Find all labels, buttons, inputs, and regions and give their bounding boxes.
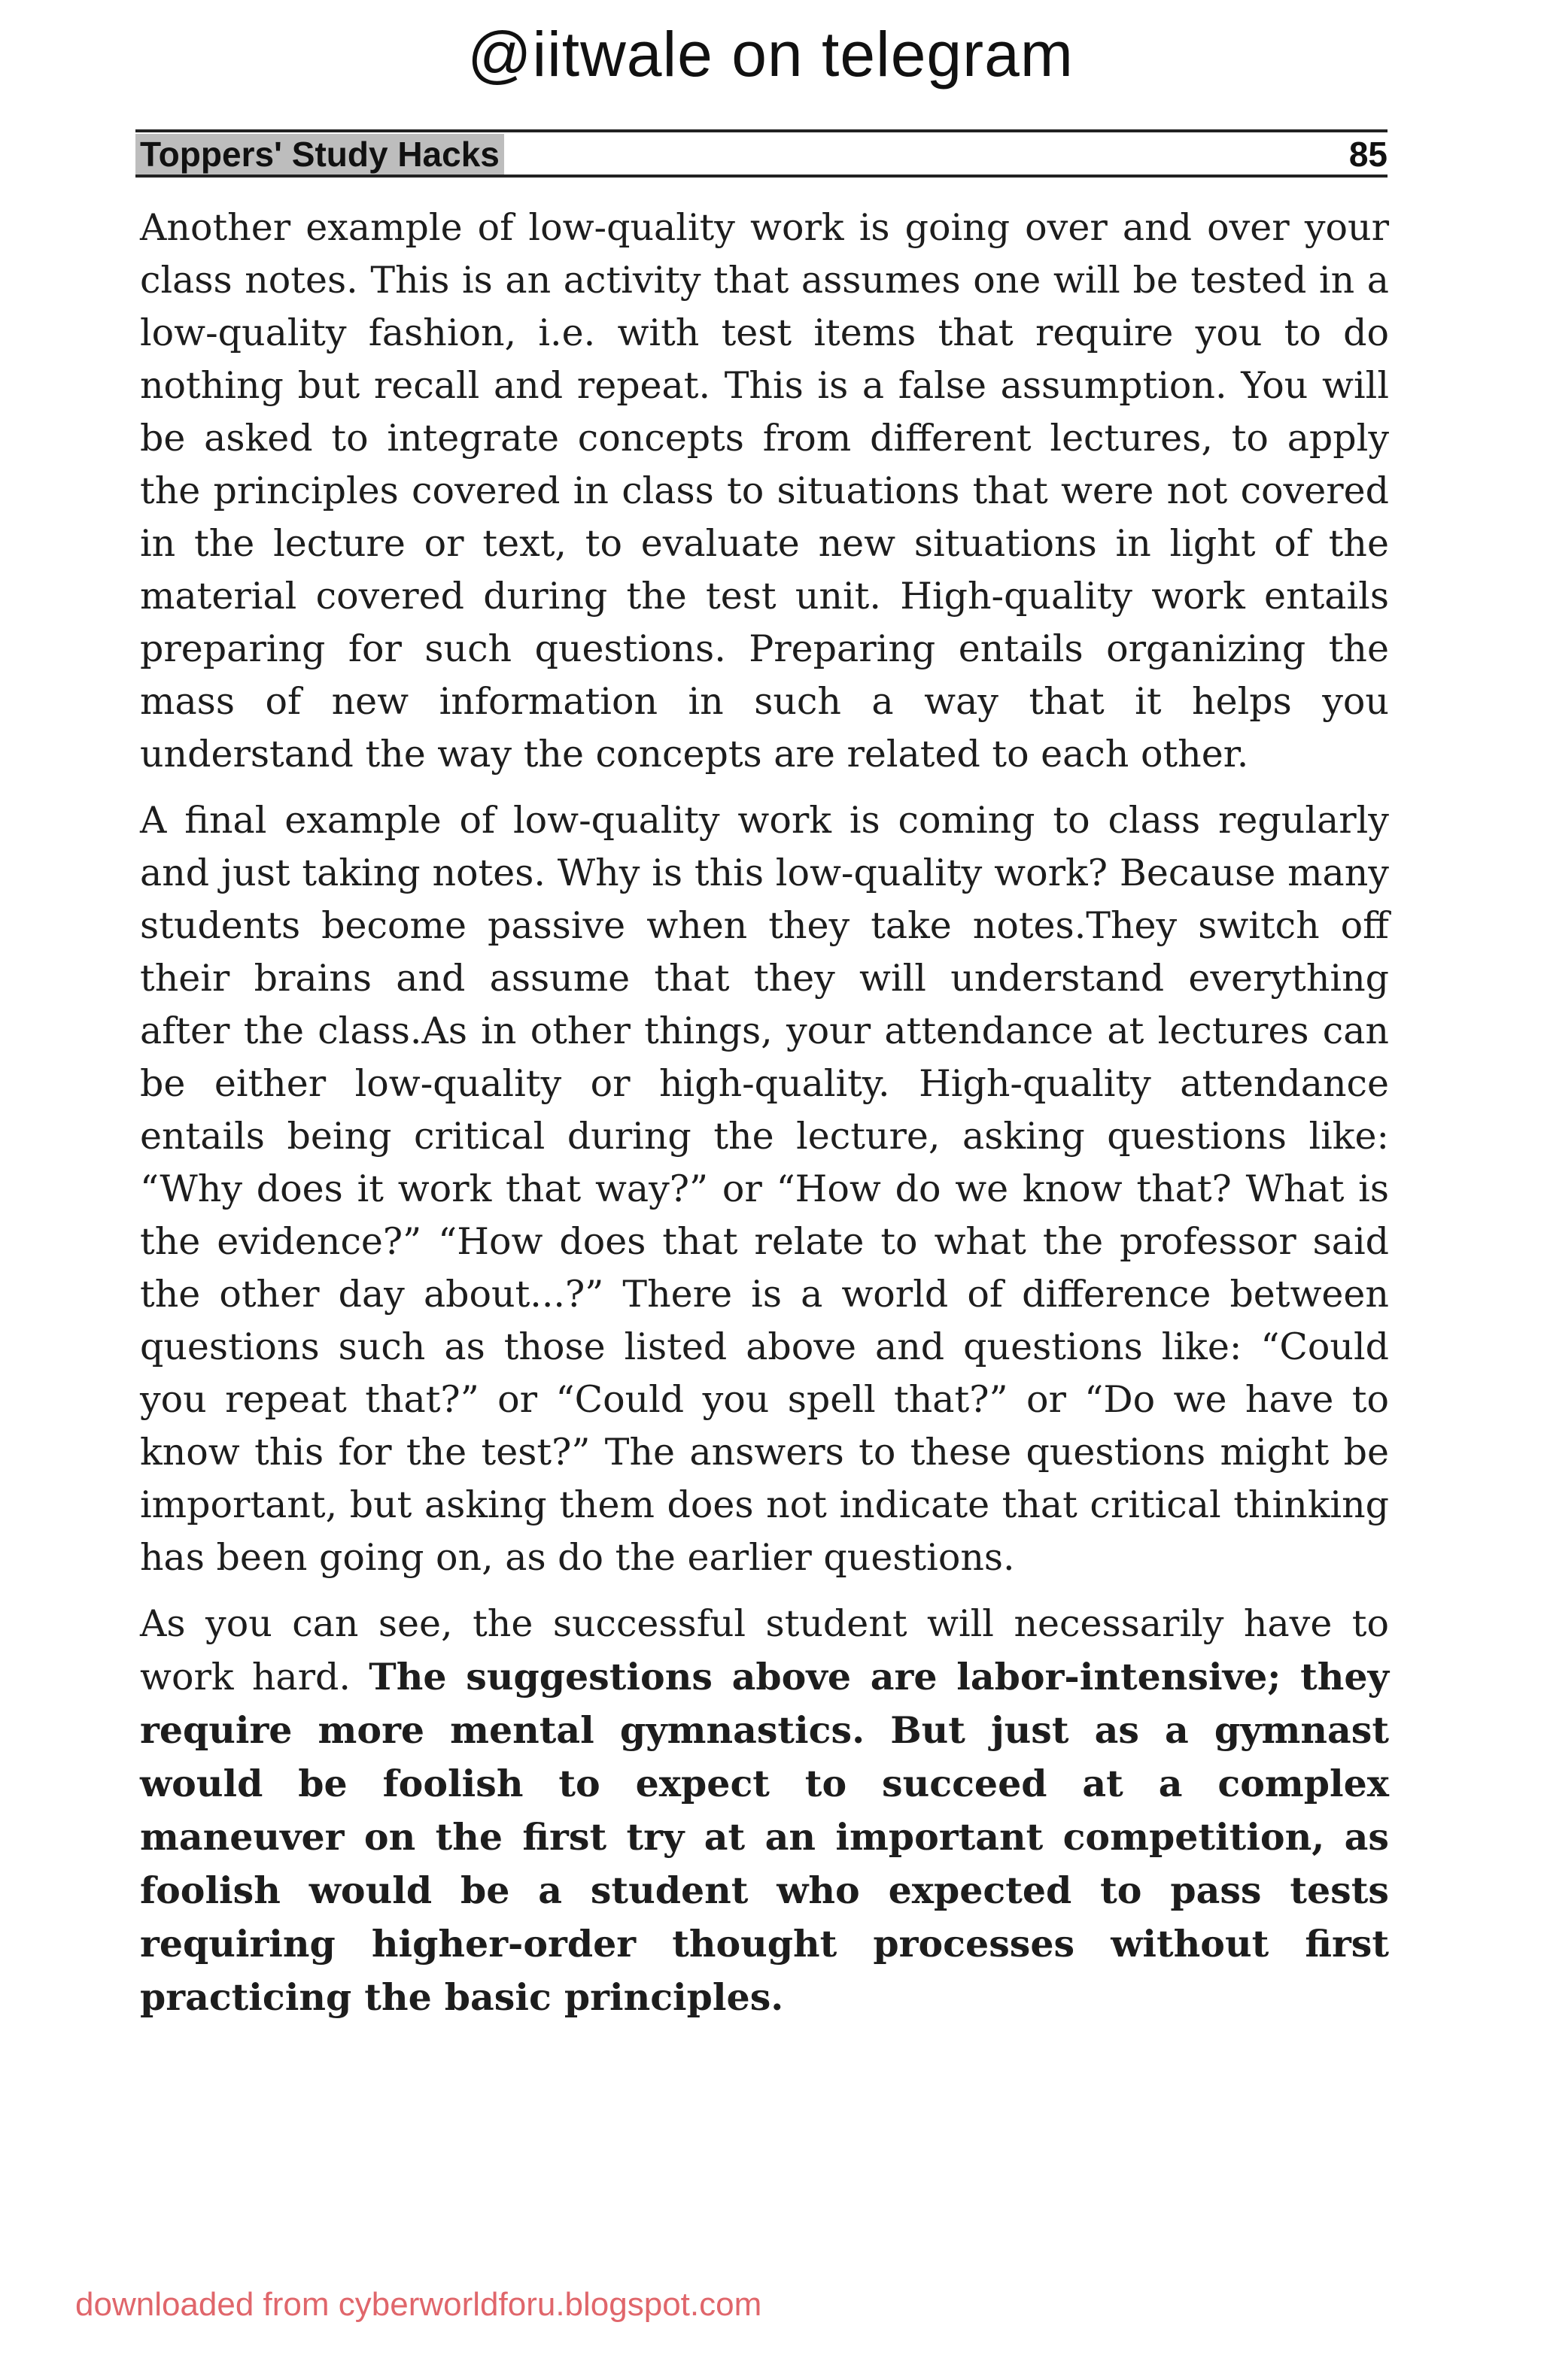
paragraph-conclusion	[140, 1598, 1389, 2024]
paragraph-low-quality-notes: Another example of low-quality work is going over and over your class notes. This is an activity that assumes one will be tested in a low-quality fashion, i.e. with test items that require you to do nothing but recall and repeat. This is a false assumption. You will be asked to integrate concepts from different lectures, to apply the principles covered in class to situations that were not covered in the lecture or text, to evaluate new situations in light of the material covered during the test unit. High-quality work entails preparing for such questions. Preparing entails organizing the mass of new information in such a way that it helps you understand the way the concepts are related to each other.	[140, 206, 1389, 776]
download-source-link[interactable]: downloaded from cyberworldforu.blogspot.com	[75, 2286, 762, 2323]
paragraph-conclusion-emphasis: The suggestions above are labor-intensive; they require more mental gymnastics. But just as a gymnast would be foolish to expect to succeed at a complex maneuver on the first try at an important competition, as foolish would be a student who expected to pass tests requiring higher-order thought processes without first practicing the basic principles.	[140, 1655, 1389, 2019]
running-header	[135, 129, 1388, 178]
paragraph-conclusion-intro: As you can see, the successful student will necessarily have to work hard.	[140, 1602, 1389, 1698]
book-title: Toppers' Study Hacks	[135, 134, 504, 175]
page-number: 85	[1348, 135, 1388, 174]
telegram-watermark: @iitwale on telegram	[467, 19, 1074, 90]
paragraph-taking-notes: A final example of low-quality work is coming to class regularly and just taking notes. Why is this low-quality work? Because many students become passive when they take notes.They switch off their brains and assume that they will understand everything after the class.As in other things, your attendance at lectures can be either low-quality or high-quality. High-quality attendance entails being critical during the lecture, asking questions like: “Why does it work that way?” or “How do we know that? What is the evidence?” “How does that relate to what the professor said the other day about...?” There is a world of difference between questions such as those listed above and questions like: “Could you repeat that?” or “Could you spell that?” or “Do we have to know this for the test?” The answers to these questions might be important, but asking them does not indicate that critical thinking has been going on, as do the earlier questions.	[140, 799, 1389, 1579]
body-text	[140, 202, 1389, 2038]
